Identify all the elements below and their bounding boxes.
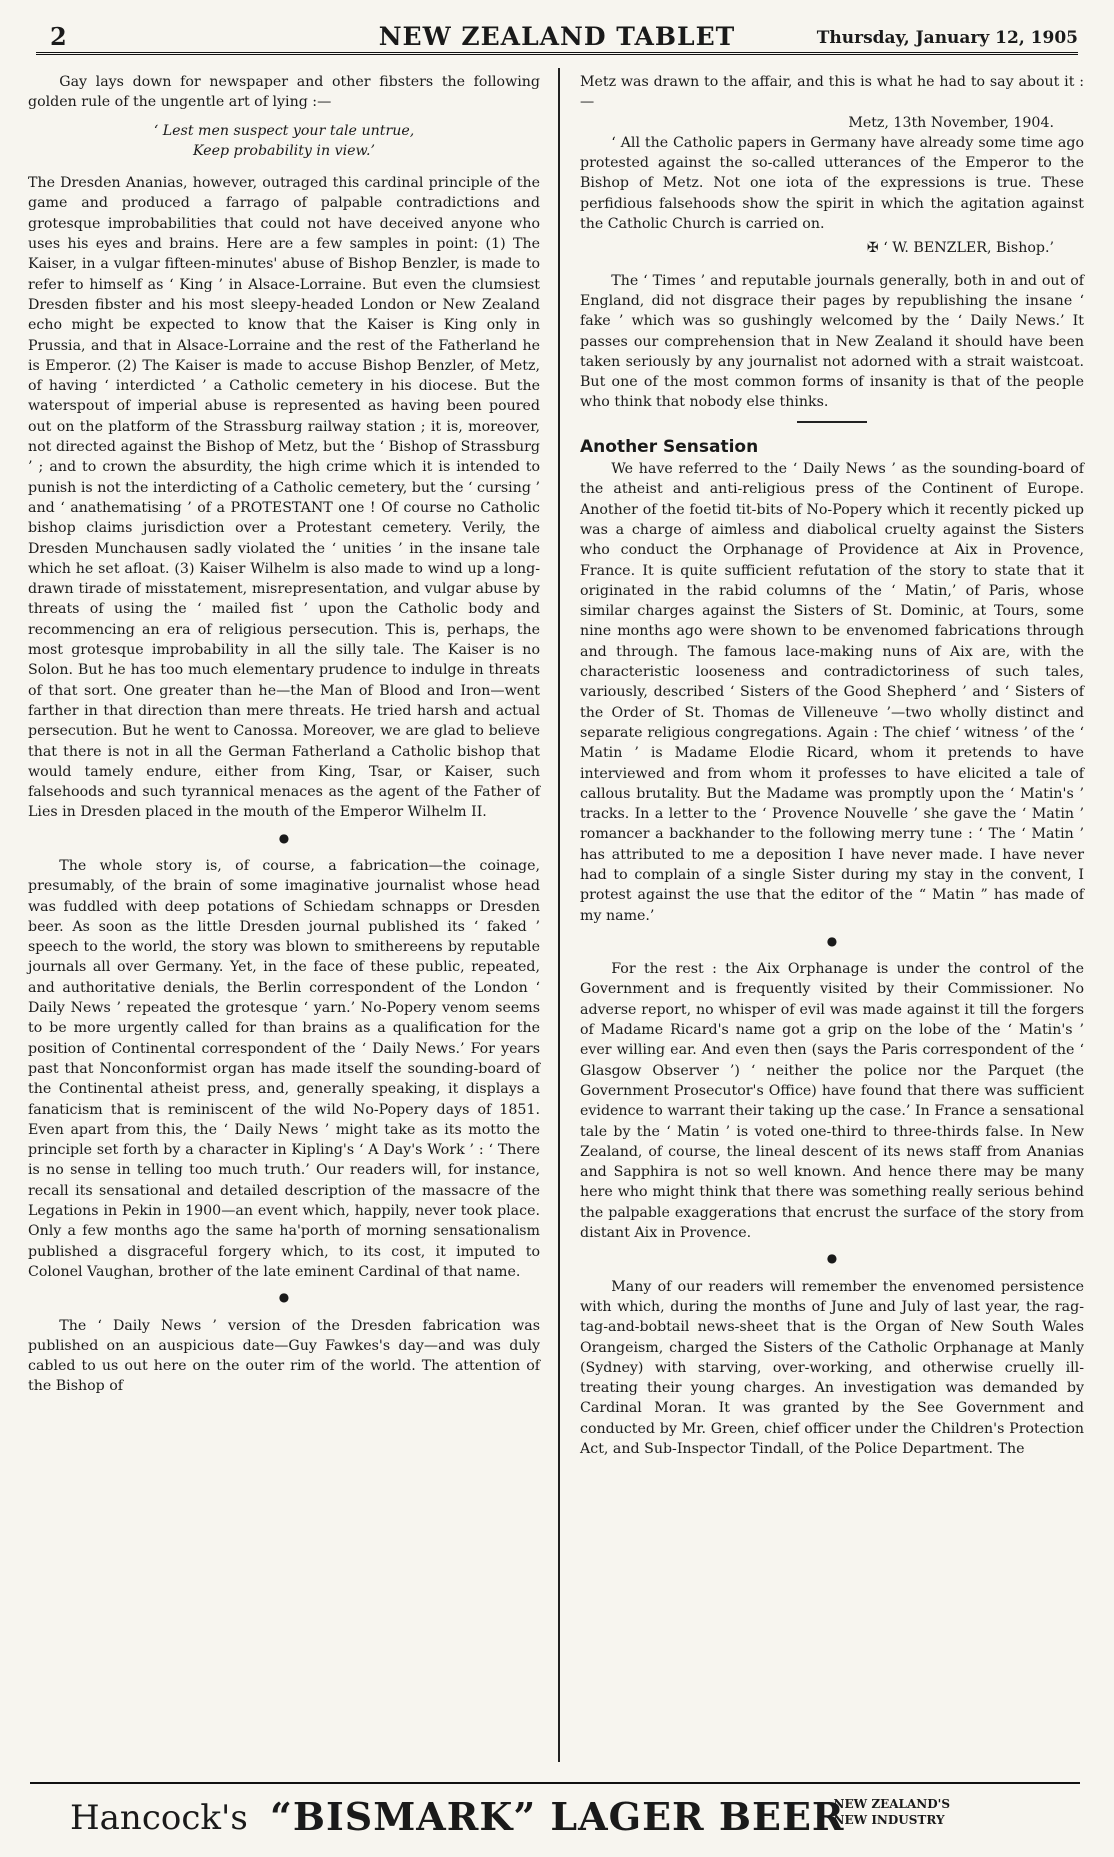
article-paragraph: The Dresden Ananias, however, outraged this cardinal principle of the game and produced a farrago of palpable contradictions and grotesque improbabilities that could not have deceived anyone who uses his eyes and brains. Here are a few samples in point: (1) The Kaiser, in a vulgar fifteen-minutes' abuse of Bishop Benzler, is made to refer to himself as ‘ King ’ in Alsace-Lorraine. But even the clumsiest Dresden fibster and his most sleepy-headed London or New Zealand echo might be expected to know that the Kaiser is King only in Prussia, and that in Alsace-Lorraine and the rest of the Fatherland he is Emperor. (2) The Kaiser is made to accuse Bishop Benzler, of Metz, of having ‘ interdicted ’ a Catholic cemetery in his diocese. But the waterspout of imperial abuse is represented as having been poured out on the platform of the Strassburg railway station ; it is, moreover, not directed against the Bishop of Metz, but the ‘ Bishop of Strassburg ’ ; and to crown the absurdity, the high crime which it is intended to punish is not the interdicting of a Catholic cemetery, but the ‘ cursing ’ and ‘ anathematising ’ of a PROTESTANT one ! Of course no Catholic bishop claims jurisdiction over a Protestant cemetery. Verily, the Dresden Munchausen sadly violated the ‘ unities ’ in the insane tale which he set afloat. (3) Kaiser Wilhelm is also made to wind up a long-drawn tirade of misstatement, misrepresentation, and vulgar abuse by threats of using the ‘ mailed fist ’ upon the Catholic body and recommencing an era of religious persecution. This is, perhaps, the most grotesque improbability in all the silly tale. The Kaiser is no Solon. But he has too much elementary prudence to indulge in threats of that sort. One greater than he—the Man of Blood and Iron—went farther in that direction than mere threats. He tried harsh and actual persecution. But he went to Canossa. Moreover, we are glad to believe that there is not in all the German Fatherland a Catholic bishop that would tamely endure, either from King, Tsar, or Kaiser, such falsehoods and such tyrannical menaces as the agent of the Father of Lies in Dresden placed in the mouth of the Emperor Wilhelm II.	[28, 175, 540, 821]
article-paragraph: Many of our readers will remember the envenomed persistence with which, during the months of June and July of last year, the rag-tag-and-bobtail news-sheet that is the Organ of New South Wales Orangeism, charged the Sisters of the Catholic Orphanage at Manly (Sydney) with starving, over-working, and otherwise cruelly ill-treating their young charges. An investigation was demanded by Cardinal Moran. It was granted by the See Government and conducted by Mr. Green, chief officer under the Children's Protection Act, and Sub-Inspector Tindall, of the Police Department. The	[580, 1278, 1084, 1457]
article-paragraph: Metz was drawn to the affair, and this is what he had to say about it :—	[580, 74, 1084, 111]
advertisement-footer	[30, 1782, 1080, 1844]
left-column	[28, 72, 540, 1397]
section-heading: Another Sensation	[580, 436, 759, 457]
column-divider	[558, 68, 560, 1762]
ad-tagline	[834, 1796, 950, 1828]
right-column	[580, 72, 1084, 1459]
ad-tagline-line: NEW INDUSTRY	[833, 1813, 945, 1827]
masthead-title: NEW ZEALAND TABLET	[378, 22, 736, 51]
article-paragraph: The whole story is, of course, a fabrication—the coinage, presumably, of the brain of some imaginative journalist whose head was fuddled with deep potations of Schiedam schnapps or Dresden beer. As soon as the little Dresden journal published its ‘ faked ’ speech to the world, the story was blown to smithereens by reputable journals all over Germany. Yet, in the face of these public, repeated, and authoritative denials, the Berlin correspondent of the London ‘ Daily News ’ repeated the grotesque ‘ yarn.’ No-Popery venom seems to be more urgently called for than brains as a qualification for the position of Continental correspondent of the ‘ Daily News.’ For years past that Nonconformist organ has made itself the sounding-board of the Continental atheist press, and, generally speaking, it displays a fanaticism that is reminiscent of the wild No-Popery days of 1851. Even apart from this, the ‘ Daily News ’ might take as its motto the principle set forth by a character in Kipling's ‘ A Day's Work ’ : ‘ There is no sense in telling too much truth.’ Our readers will, for instance, recall its sensational and detailed description of the massacre of the Legations in Pekin in 1900—an event which, happily, never took place. Only a few months ago the same ha'porth of morning sensationalism published a disgraceful forgery which, to its cost, it imputed to Colonel Vaughan, brother of the late eminent Cardinal of that name.	[28, 857, 540, 1280]
article-paragraph: For the rest : the Aix Orphanage is under the control of the Government and is frequently visited by their Commissioner. No adverse report, no whisper of evil was made against it till the forgers of Madame Ricard's name got a grip on the lobe of the ‘ Matin's ’ ever willing ear. And even then (says the Paris correspondent of the ‘ Glasgow Observer ’) ‘ neither the police nor the Parquet (the Government Prosecutor's Office) have found that there was sufficient evidence to warrant their taking up the case.’ In France a sensational tale by the ‘ Matin ’ is voted one-third to three-thirds false. In New Zealand, of course, the lineal descent of its news staff from Ananias and Sapphira is not so well known. And hence there may be many here who might think that there was something really serious behind the palpable exaggerations that encrust the surface of the story from distant Aix in Provence.	[580, 961, 1084, 1242]
letter-dateline: Metz, 13th November, 1904.	[848, 114, 1054, 131]
quote-line: ‘ Lest men suspect your tale untrue,	[153, 122, 415, 139]
ad-product: “BISMARK” LAGER BEER	[270, 1794, 845, 1839]
article-paragraph: The ‘ Daily News ’ version of the Dresden fabrication was published on an auspicious date—Guy Fawkes's day—and was duly cabled to us out here on the outer rim of the world. The attention of the Bishop of	[28, 1317, 540, 1395]
quote-line: Keep probability in view.’	[192, 142, 376, 159]
page-number: 2	[50, 22, 67, 51]
section-bullet: ●	[278, 830, 290, 845]
article-paragraph: We have referred to the ‘ Daily News ’ as the sounding-board of the atheist and anti-religious press of the Continent of Europe. Another of the foetid tit-bits of No-Popery which it recently picked up was a charge of aimless and diabolical cruelty against the Sisters who conduct the Orphanage of Providence at Aix in Provence, France. It is quite sufficient refutation of the story to state that it originated in the rabid columns of the ‘ Matin,’ of Paris, whose similar charges against the Sisters of St. Dominic, at Tours, some nine months ago were shown to be envenomed fabrications through and through. The famous lace-making nuns of Aix are, with the characteristic looseness and contradictoriness of such tales, variously, described ‘ Sisters of the Good Shepherd ’ and ‘ Sisters of the Order of St. Thomas de Villeneuve ’—two wholly distinct and separate religious congregations. Again : The chief ‘ witness ’ of the ‘ Matin ’ is Madame Elodie Ricard, whom it pretends to have interviewed and from whom it professes to have elicited a tale of callous brutality. But the Madame was promptly upon the ‘ Matin's ’ tracks. In a letter to the ‘ Provence Nouvelle ’ she gave the ‘ Matin ’ romancer a backhander to the following merry tune : ‘ The ‘ Matin ’ has attributed to me a deposition I have never made. I have never had to complain of a single Sister during my stay in the convent, I protest against the use that the editor of the “ Matin ” has made of my name.’	[580, 461, 1084, 924]
ad-brand: Hancock's	[70, 1798, 248, 1838]
section-bullet: ●	[826, 933, 838, 948]
section-rule	[797, 421, 867, 423]
page-header	[36, 22, 1078, 55]
ad-tagline-line: NEW ZEALAND'S	[833, 1797, 950, 1811]
section-bullet: ●	[826, 1251, 838, 1266]
letter-body: ‘ All the Catholic papers in Germany have already some time ago protested against the so-called utterances of the Emperor to the Bishop of Metz. Not one iota of the expressions is true. These perfidious falsehoods show the spirit in which the agitation against the Catholic Church is carried on.	[580, 134, 1084, 233]
article-paragraph: Gay lays down for newspaper and other fibsters the following golden rule of the ungentle art of lying :—	[28, 74, 540, 111]
letter-signature: ✠ ‘ W. BENZLER, Bishop.’	[866, 240, 1054, 257]
article-paragraph: The ‘ Times ’ and reputable journals generally, both in and out of England, did not disgrace their pages by republishing the insane ‘ fake ’ which was so gushingly welcomed by the ‘ Daily News.’ It passes our comprehension that in New Zealand it should have been taken seriously by any journalist not adorned with a strait waistcoat. But one of the most common forms of insanity is that of the people who think that nobody else thinks.	[580, 272, 1084, 411]
verse-quote	[28, 121, 540, 162]
issue-date: Thursday, January 12, 1905	[816, 28, 1078, 48]
section-bullet: ●	[278, 1290, 290, 1305]
